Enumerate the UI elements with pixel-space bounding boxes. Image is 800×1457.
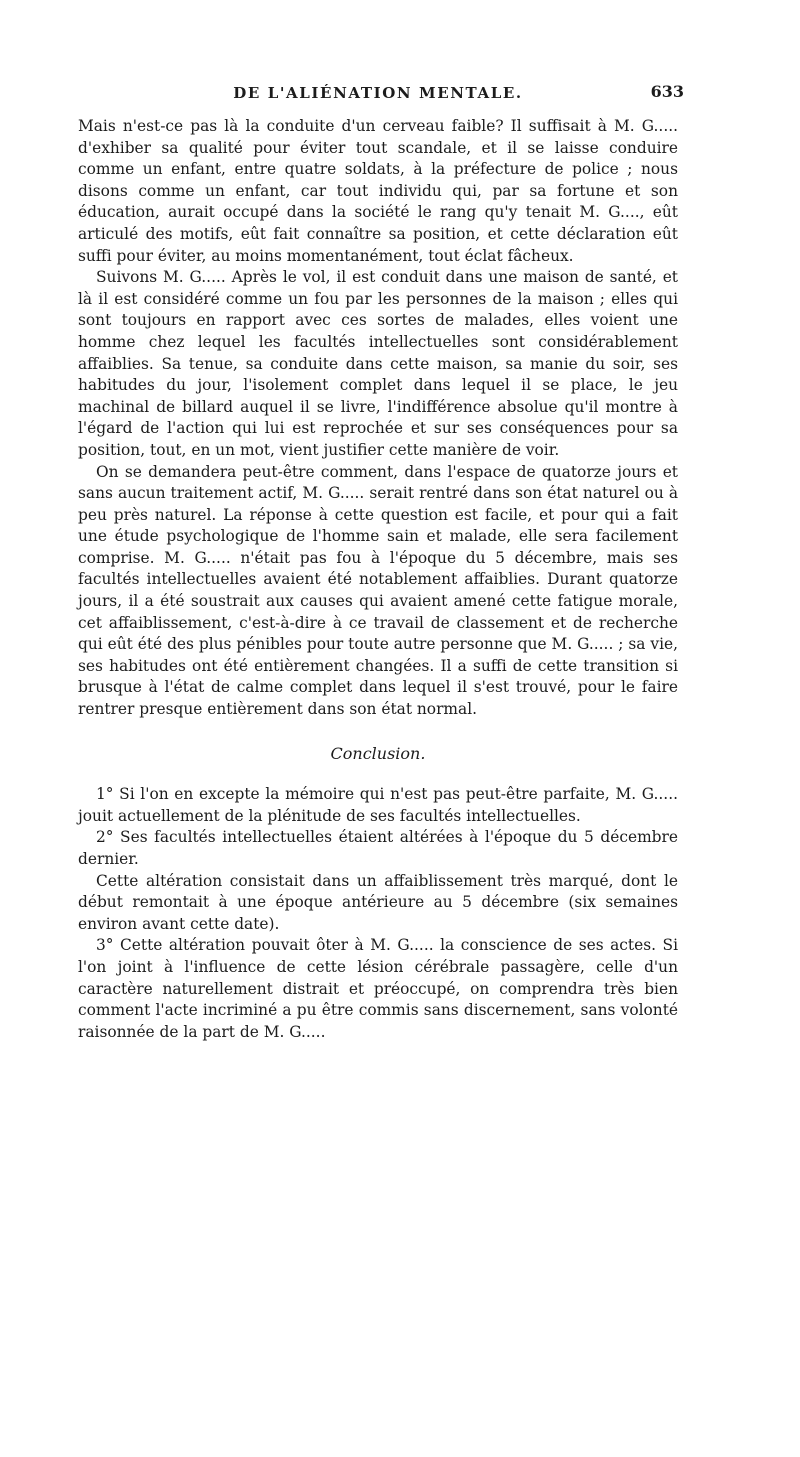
page-number: 633 [650, 82, 684, 101]
paragraph: Mais n'est-ce pas là la conduite d'un cerveau faible? Il suffisait à M. G..... d'exhiber sa qualité pour éviter tout scandale, et il se laisse conduire comme un enfant, entre quatre soldats, à la préfecture de police ; nous disons comme un enfant, car tout individu qui, par sa fortune et son éducation, aurait occupé dans la société le rang qu'y tenait M. G...., eût articulé des motifs, eût fait connaître sa position, et cette déclaration eût suffi pour éviter, au moins momentanément, tout éclat fâcheux. [78, 117, 678, 265]
running-head [78, 82, 684, 116]
paragraph: Suivons M. G..... Après le vol, il est conduit dans une maison de santé, et là il est considéré comme un fou par les personnes de la maison ; elles qui sont toujours en rapport avec ces sortes de malades, elles voient une homme chez lequel les facultés intellectuelles sont considérablement affaiblies. Sa tenue, sa conduite dans cette maison, sa manie du soir, ses habitudes du jour, l'isolement complet dans lequel il se place, le jeu machinal de billard auquel il se livre, l'indifférence absolue qu'il montre à l'égard de l'action qui lui est reprochée et sur ses conséquences pour sa position, tout, en un mot, vient justifier cette manière de voir. [78, 268, 678, 459]
conclusion-item: 1° Si l'on en excepte la mémoire qui n'est pas peut-être parfaite, M. G..... jouit actuellement de la plénitude de ses facultés intellectuelles. [78, 785, 678, 825]
section-title: Conclusion. [330, 743, 426, 763]
paragraph: On se demandera peut-être comment, dans l'espace de quatorze jours et sans aucun traitement actif, M. G..... serait rentré dans son état naturel ou à peu près naturel. La réponse à cette question est facile, et pour qui a fait une étude psychologique de l'homme sain et malade, elle sera facilement comprise. M. G..... n'était pas fou à l'époque du 5 décembre, mais ses facultés intellectuelles avaient été notablement affaiblies. Durant quatorze jours, il a été soustrait aux causes qui avaient amené cette fatigue morale, cet affaiblissement, c'est-à-dire à ce travail de classement et de recherche qui eût été des plus pénibles pour toute autre personne que M. G..... ; sa vie, ses habitudes ont été entièrement changées. Il a suffi de cette transition si brusque à l'état de calme complet dans lequel il s'est trouvé, pour le faire rentrer presque entièrement dans son état normal. [78, 462, 678, 719]
conclusion-item: 3° Cette altération pouvait ôter à M. G..... la conscience de ses actes. Si l'on joint à l'influence de cette lésion cérébrale passagère, celle d'un caractère naturellement distrait et préoccupé, on comprendra très bien comment l'acte incriminé a pu être commis sans discernement, sans volonté raisonnée de la part de M. G..... [78, 936, 678, 1041]
book-page [78, 82, 684, 1043]
body-text [78, 116, 678, 1043]
conclusion-item: 2° Ses facultés intellectuelles étaient altérées à l'époque du 5 décembre dernier. [78, 828, 678, 868]
conclusion-item: Cette altération consistait dans un affaiblissement très marqué, dont le début remontait à une époque antérieure au 5 décembre (six semaines environ avant cette date). [78, 871, 678, 933]
running-title: DE L'ALIÉNATION MENTALE. [233, 84, 523, 102]
